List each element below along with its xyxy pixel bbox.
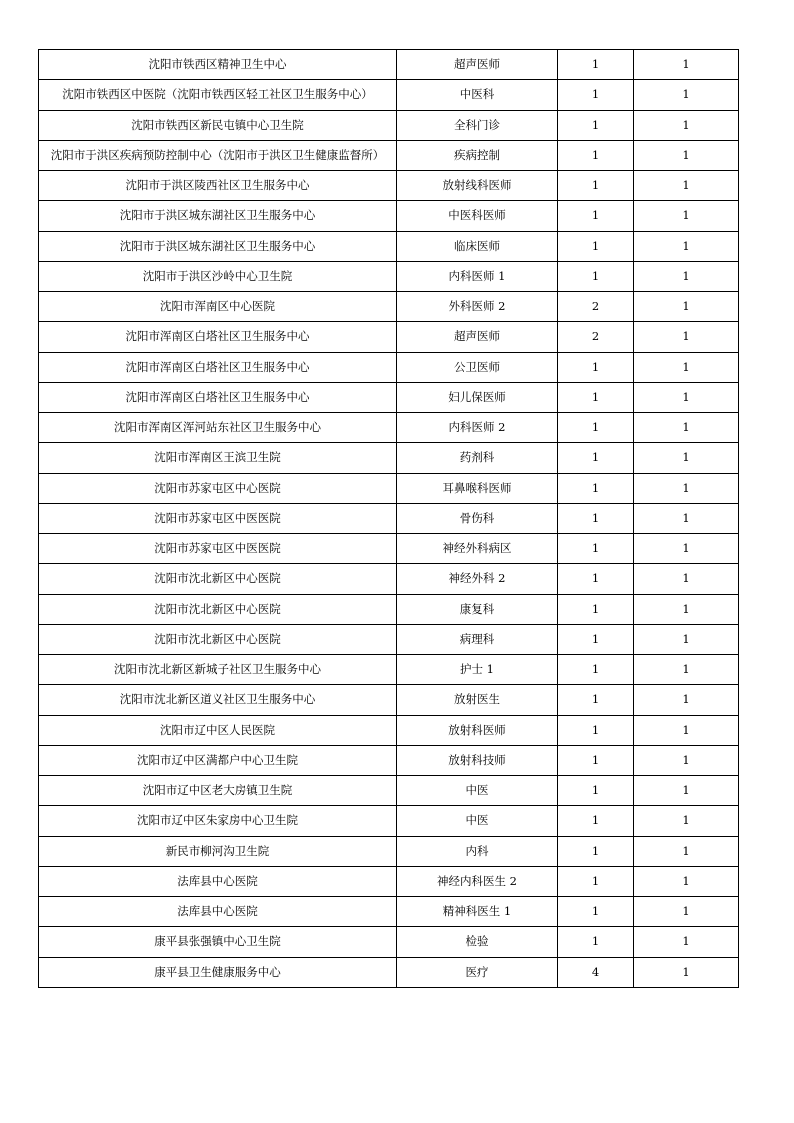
table-row [39, 685, 739, 715]
position-cell: 全科门诊 [397, 110, 558, 140]
count-cell: 1 [558, 110, 634, 140]
table-row [39, 201, 739, 231]
institution-cell: 沈阳市浑南区白塔社区卫生服务中心 [39, 322, 397, 352]
count-cell: 1 [558, 897, 634, 927]
count-cell: 1 [558, 50, 634, 80]
count-cell: 1 [558, 564, 634, 594]
position-cell: 放射科医师 [397, 715, 558, 745]
count-cell: 1 [558, 715, 634, 745]
position-cell: 超声医师 [397, 322, 558, 352]
institution-cell: 沈阳市辽中区老大房镇卫生院 [39, 776, 397, 806]
count-cell: 1 [558, 473, 634, 503]
count-cell: 1 [558, 503, 634, 533]
count-cell: 1 [558, 231, 634, 261]
institution-cell: 沈阳市浑南区王滨卫生院 [39, 443, 397, 473]
ratio-cell: 1 [634, 624, 739, 654]
position-cell: 护士 1 [397, 655, 558, 685]
table-row [39, 715, 739, 745]
position-cell: 康复科 [397, 594, 558, 624]
institution-cell: 沈阳市浑南区浑河站东社区卫生服务中心 [39, 413, 397, 443]
ratio-cell: 1 [634, 564, 739, 594]
position-cell: 中医科医师 [397, 201, 558, 231]
ratio-cell: 1 [634, 927, 739, 957]
position-cell: 耳鼻喉科医师 [397, 473, 558, 503]
institution-cell: 沈阳市于洪区城东湖社区卫生服务中心 [39, 231, 397, 261]
table-row [39, 443, 739, 473]
ratio-cell: 1 [634, 110, 739, 140]
institution-cell: 沈阳市辽中区满都户中心卫生院 [39, 745, 397, 775]
position-cell: 医疗 [397, 957, 558, 987]
count-cell: 1 [558, 140, 634, 170]
position-cell: 临床医师 [397, 231, 558, 261]
ratio-cell: 1 [634, 806, 739, 836]
table-row [39, 261, 739, 291]
count-cell: 1 [558, 261, 634, 291]
position-cell: 内科 [397, 836, 558, 866]
count-cell: 1 [558, 927, 634, 957]
institution-cell: 沈阳市浑南区中心医院 [39, 292, 397, 322]
position-cell: 中医科 [397, 80, 558, 110]
position-cell: 放射科技师 [397, 745, 558, 775]
institution-cell: 沈阳市铁西区中医院（沈阳市铁西区轻工社区卫生服务中心） [39, 80, 397, 110]
table-row [39, 382, 739, 412]
count-cell: 1 [558, 534, 634, 564]
count-cell: 1 [558, 382, 634, 412]
count-cell: 1 [558, 413, 634, 443]
position-cell: 妇儿保医师 [397, 382, 558, 412]
recruitment-table [38, 49, 739, 988]
ratio-cell: 1 [634, 352, 739, 382]
ratio-cell: 1 [634, 443, 739, 473]
table-row [39, 897, 739, 927]
ratio-cell: 1 [634, 836, 739, 866]
table-row [39, 745, 739, 775]
table-row [39, 231, 739, 261]
table-row [39, 503, 739, 533]
institution-cell: 沈阳市沈北新区中心医院 [39, 564, 397, 594]
institution-cell: 沈阳市浑南区白塔社区卫生服务中心 [39, 382, 397, 412]
ratio-cell: 1 [634, 655, 739, 685]
ratio-cell: 1 [634, 171, 739, 201]
table-row [39, 80, 739, 110]
table-row [39, 927, 739, 957]
ratio-cell: 1 [634, 715, 739, 745]
institution-cell: 沈阳市于洪区沙岭中心卫生院 [39, 261, 397, 291]
table-row [39, 866, 739, 896]
institution-cell: 沈阳市辽中区朱家房中心卫生院 [39, 806, 397, 836]
count-cell: 1 [558, 443, 634, 473]
count-cell: 1 [558, 352, 634, 382]
count-cell: 1 [558, 655, 634, 685]
position-cell: 超声医师 [397, 50, 558, 80]
count-cell: 1 [558, 80, 634, 110]
count-cell: 1 [558, 624, 634, 654]
position-cell: 药剂科 [397, 443, 558, 473]
table-row [39, 322, 739, 352]
count-cell: 4 [558, 957, 634, 987]
table-row [39, 171, 739, 201]
ratio-cell: 1 [634, 745, 739, 775]
position-cell: 内科医师 2 [397, 413, 558, 443]
count-cell: 1 [558, 866, 634, 896]
ratio-cell: 1 [634, 201, 739, 231]
count-cell: 1 [558, 836, 634, 866]
ratio-cell: 1 [634, 261, 739, 291]
table-row [39, 473, 739, 503]
institution-cell: 沈阳市于洪区陵西社区卫生服务中心 [39, 171, 397, 201]
position-cell: 放射线科医师 [397, 171, 558, 201]
institution-cell: 康平县卫生健康服务中心 [39, 957, 397, 987]
institution-cell: 沈阳市沈北新区中心医院 [39, 624, 397, 654]
table-row [39, 292, 739, 322]
position-cell: 神经外科 2 [397, 564, 558, 594]
ratio-cell: 1 [634, 776, 739, 806]
institution-cell: 沈阳市苏家屯区中医医院 [39, 503, 397, 533]
institution-cell: 法库县中心医院 [39, 866, 397, 896]
position-cell: 外科医师 2 [397, 292, 558, 322]
institution-cell: 沈阳市浑南区白塔社区卫生服务中心 [39, 352, 397, 382]
ratio-cell: 1 [634, 382, 739, 412]
ratio-cell: 1 [634, 534, 739, 564]
ratio-cell: 1 [634, 957, 739, 987]
position-cell: 公卫医师 [397, 352, 558, 382]
count-cell: 1 [558, 594, 634, 624]
table-row [39, 776, 739, 806]
table-row [39, 534, 739, 564]
table-body [39, 50, 739, 988]
position-cell: 中医 [397, 776, 558, 806]
position-cell: 病理科 [397, 624, 558, 654]
institution-cell: 沈阳市沈北新区新城子社区卫生服务中心 [39, 655, 397, 685]
ratio-cell: 1 [634, 473, 739, 503]
institution-cell: 沈阳市沈北新区道义社区卫生服务中心 [39, 685, 397, 715]
institution-cell: 沈阳市铁西区精神卫生中心 [39, 50, 397, 80]
institution-cell: 沈阳市于洪区城东湖社区卫生服务中心 [39, 201, 397, 231]
position-cell: 神经内科医生 2 [397, 866, 558, 896]
position-cell: 精神科医生 1 [397, 897, 558, 927]
count-cell: 1 [558, 776, 634, 806]
table-row [39, 594, 739, 624]
table-row [39, 655, 739, 685]
count-cell: 1 [558, 745, 634, 775]
position-cell: 神经外科病区 [397, 534, 558, 564]
institution-cell: 沈阳市辽中区人民医院 [39, 715, 397, 745]
table-row [39, 836, 739, 866]
institution-cell: 沈阳市于洪区疾病预防控制中心（沈阳市于洪区卫生健康监督所） [39, 140, 397, 170]
institution-cell: 康平县张强镇中心卫生院 [39, 927, 397, 957]
count-cell: 2 [558, 322, 634, 352]
position-cell: 放射医生 [397, 685, 558, 715]
institution-cell: 沈阳市苏家屯区中医医院 [39, 534, 397, 564]
table-row [39, 50, 739, 80]
count-cell: 1 [558, 171, 634, 201]
institution-cell: 沈阳市铁西区新民屯镇中心卫生院 [39, 110, 397, 140]
position-cell: 检验 [397, 927, 558, 957]
institution-cell: 新民市柳河沟卫生院 [39, 836, 397, 866]
table-row [39, 352, 739, 382]
ratio-cell: 1 [634, 231, 739, 261]
ratio-cell: 1 [634, 897, 739, 927]
ratio-cell: 1 [634, 80, 739, 110]
position-cell: 骨伤科 [397, 503, 558, 533]
count-cell: 1 [558, 201, 634, 231]
institution-cell: 沈阳市苏家屯区中心医院 [39, 473, 397, 503]
ratio-cell: 1 [634, 866, 739, 896]
count-cell: 2 [558, 292, 634, 322]
count-cell: 1 [558, 685, 634, 715]
table-row [39, 957, 739, 987]
table-row [39, 140, 739, 170]
table-row [39, 413, 739, 443]
ratio-cell: 1 [634, 413, 739, 443]
ratio-cell: 1 [634, 292, 739, 322]
table-row [39, 564, 739, 594]
ratio-cell: 1 [634, 503, 739, 533]
ratio-cell: 1 [634, 685, 739, 715]
table-row [39, 624, 739, 654]
ratio-cell: 1 [634, 50, 739, 80]
ratio-cell: 1 [634, 594, 739, 624]
position-cell: 中医 [397, 806, 558, 836]
table-row [39, 806, 739, 836]
ratio-cell: 1 [634, 322, 739, 352]
institution-cell: 法库县中心医院 [39, 897, 397, 927]
table-row [39, 110, 739, 140]
position-cell: 疾病控制 [397, 140, 558, 170]
count-cell: 1 [558, 806, 634, 836]
institution-cell: 沈阳市沈北新区中心医院 [39, 594, 397, 624]
position-cell: 内科医师 1 [397, 261, 558, 291]
ratio-cell: 1 [634, 140, 739, 170]
